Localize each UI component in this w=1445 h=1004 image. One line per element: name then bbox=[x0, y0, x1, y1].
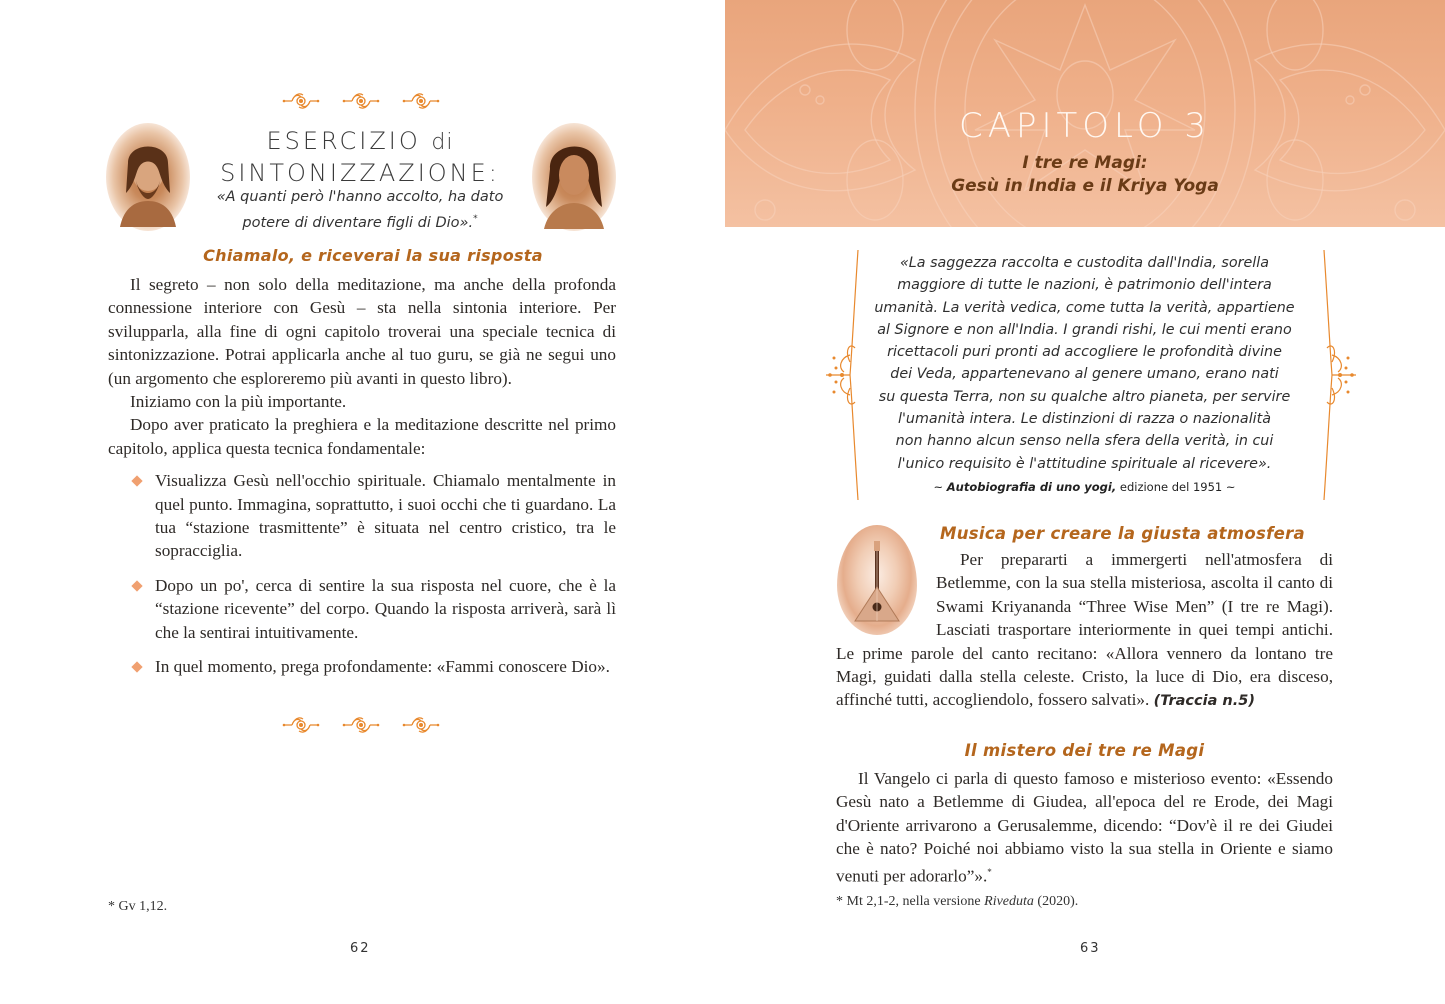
float-spacer bbox=[836, 548, 936, 641]
top-ornament-row bbox=[282, 92, 440, 110]
list-item: Dopo un po', cerca di sentire la sua risposta nel cuore, che è la “stazione ricevente” del corpo. Quando la risposta arriverà, sarà lì che la sentirai intuitivamente. bbox=[130, 574, 616, 644]
list-item: In quel momento, prega profondamente: «Fammi conoscere Dio». bbox=[130, 655, 616, 678]
diamond-bullet-icon bbox=[131, 661, 142, 672]
music-heading: Musica per creare la giusta atmosfera bbox=[940, 524, 1305, 543]
footnote-marker: * bbox=[987, 866, 992, 877]
paragraph: Iniziamo con la più importante. bbox=[130, 392, 347, 412]
right-filigree-border-icon bbox=[1320, 250, 1360, 500]
left-body bbox=[108, 273, 616, 690]
music-paragraph: Per prepararti a immergerti nell'atmosfera di Betlemme, con la sua stella misteriosa, ascolta il canto di Swami Kriyananda “Three Wise Men” (I tre re Magi). Lasciati trasportare interiormente in quei tempi antichi. Le prime parole del canto recitano: «Allora vennero da lontano tre Magi, guidati dalla stella celeste. Cristo, la luce di Dio, era disceso, affinché tutti, accogliendolo, fossero salvati». bbox=[836, 550, 1333, 710]
flourish-ornament-icon bbox=[402, 92, 440, 110]
section-heading: Chiamalo, e riceverai la sua risposta bbox=[203, 246, 543, 265]
chapter-subtitle-line2: Gesù in India e il Kriya Yoga bbox=[951, 176, 1219, 196]
exercise-title bbox=[200, 126, 520, 188]
footnote: * Gv 1,12. bbox=[108, 899, 168, 914]
epigraph-attribution: ~ Autobiografia di uno yogi, edizione del 1951 ~ bbox=[933, 480, 1236, 494]
exercise-quote: «A quanti però l'hanno accolto, ha dato potere di diventare figli di Dio».* bbox=[216, 189, 504, 231]
diamond-bullet-icon bbox=[131, 476, 142, 487]
chapter-title: CAPITOLO 3 bbox=[959, 106, 1211, 146]
bottom-ornament-row bbox=[282, 716, 440, 734]
jesus-portrait bbox=[106, 123, 190, 231]
page-number: 62 bbox=[350, 941, 371, 956]
footnote: * Mt 2,1-2, nella versione Riveduta (2020). bbox=[836, 894, 1079, 909]
left-filigree-border-icon bbox=[822, 250, 862, 500]
chapter-header-band bbox=[725, 0, 1445, 227]
exercise-title-line2: SINTONIZZAZIONE: bbox=[220, 159, 500, 187]
exercise-title-main: ESERCIZIO bbox=[266, 127, 421, 155]
portrait-silhouette-icon bbox=[106, 123, 190, 231]
track-reference: (Traccia n.5) bbox=[1153, 693, 1255, 710]
epigraph-quote: «La saggezza raccolta e custodita dall'India, sorella maggiore di tutte le nazioni, è patrimonio dell'intera umanità. La verità vedica, come tutta la verità, appartiene al Signore e non all'India. I grandi rishi, le cui menti erano ricettacoli puri pronti ad accogliere le profondità divine dei Veda, appartenevano al genere umano, erano nati su questa Terra, non su qualche altro pianeta, per servire l'umanità intera. Le distinzioni di razza o nazionalità non hanno alcun senso nella sfera della verità, in cui l'unico requisito è l'attitudine spirituale al ricevere». bbox=[874, 255, 1295, 472]
music-body bbox=[836, 548, 1333, 714]
paragraph: Il segreto – non solo della meditazione, ma anche della profonda connessione interiore con Gesù – sta nella sintonia interiore. Per svilupparla, alla fine di ogni capitolo troverai una speciale tecnica di sintonizzazione. Potrai applicarla anche al tuo guru, se già ne segui uno (un argomento che esploreremo più avanti in questo libro). bbox=[108, 275, 616, 388]
mystery-paragraph: Il Vangelo ci parla di questo famoso e misterioso evento: «Essendo Gesù nato a Betlemme di Giudea, all'epoca del re Erode, dei Magi d'Oriente arrivarono a Gerusalemme, dicendo: “Dov'è il re dei Giudei che è nato? Poiché noi abbiamo visto la sua stella in Oriente e siamo venuti per adorarlo”». bbox=[836, 769, 1333, 886]
flourish-ornament-icon bbox=[282, 92, 320, 110]
right-page bbox=[722, 0, 1445, 1004]
left-page bbox=[0, 0, 722, 1004]
flourish-ornament-icon bbox=[342, 92, 380, 110]
paragraph: Dopo aver praticato la preghiera e la meditazione descritte nel primo capitolo, applica questa tecnica fondamentale: bbox=[108, 415, 616, 458]
flourish-ornament-icon bbox=[342, 716, 380, 734]
footnote-marker: * bbox=[473, 214, 478, 224]
book-title: Autobiografia di uno yogi, bbox=[946, 480, 1117, 494]
exercise-title-di: di bbox=[431, 130, 454, 155]
technique-list bbox=[130, 469, 616, 678]
page-number: 63 bbox=[1080, 941, 1101, 956]
mystery-heading: Il mistero dei tre re Magi bbox=[964, 741, 1205, 760]
portrait-silhouette-icon bbox=[532, 123, 616, 231]
list-item: Visualizza Gesù nell'occhio spirituale. Chiamalo mentalmente in quel punto. Immagina, soprattutto, i suoi occhi che ti guardano. La tua “stazione trasmittente” è situata nel centro cristico, tra le sopracciglia. bbox=[130, 469, 616, 563]
yogananda-portrait bbox=[532, 123, 616, 231]
flourish-ornament-icon bbox=[282, 716, 320, 734]
diamond-bullet-icon bbox=[131, 580, 142, 591]
flourish-ornament-icon bbox=[402, 716, 440, 734]
mystery-body bbox=[836, 767, 1333, 888]
chapter-subtitle-line1: I tre re Magi: bbox=[1022, 153, 1148, 173]
